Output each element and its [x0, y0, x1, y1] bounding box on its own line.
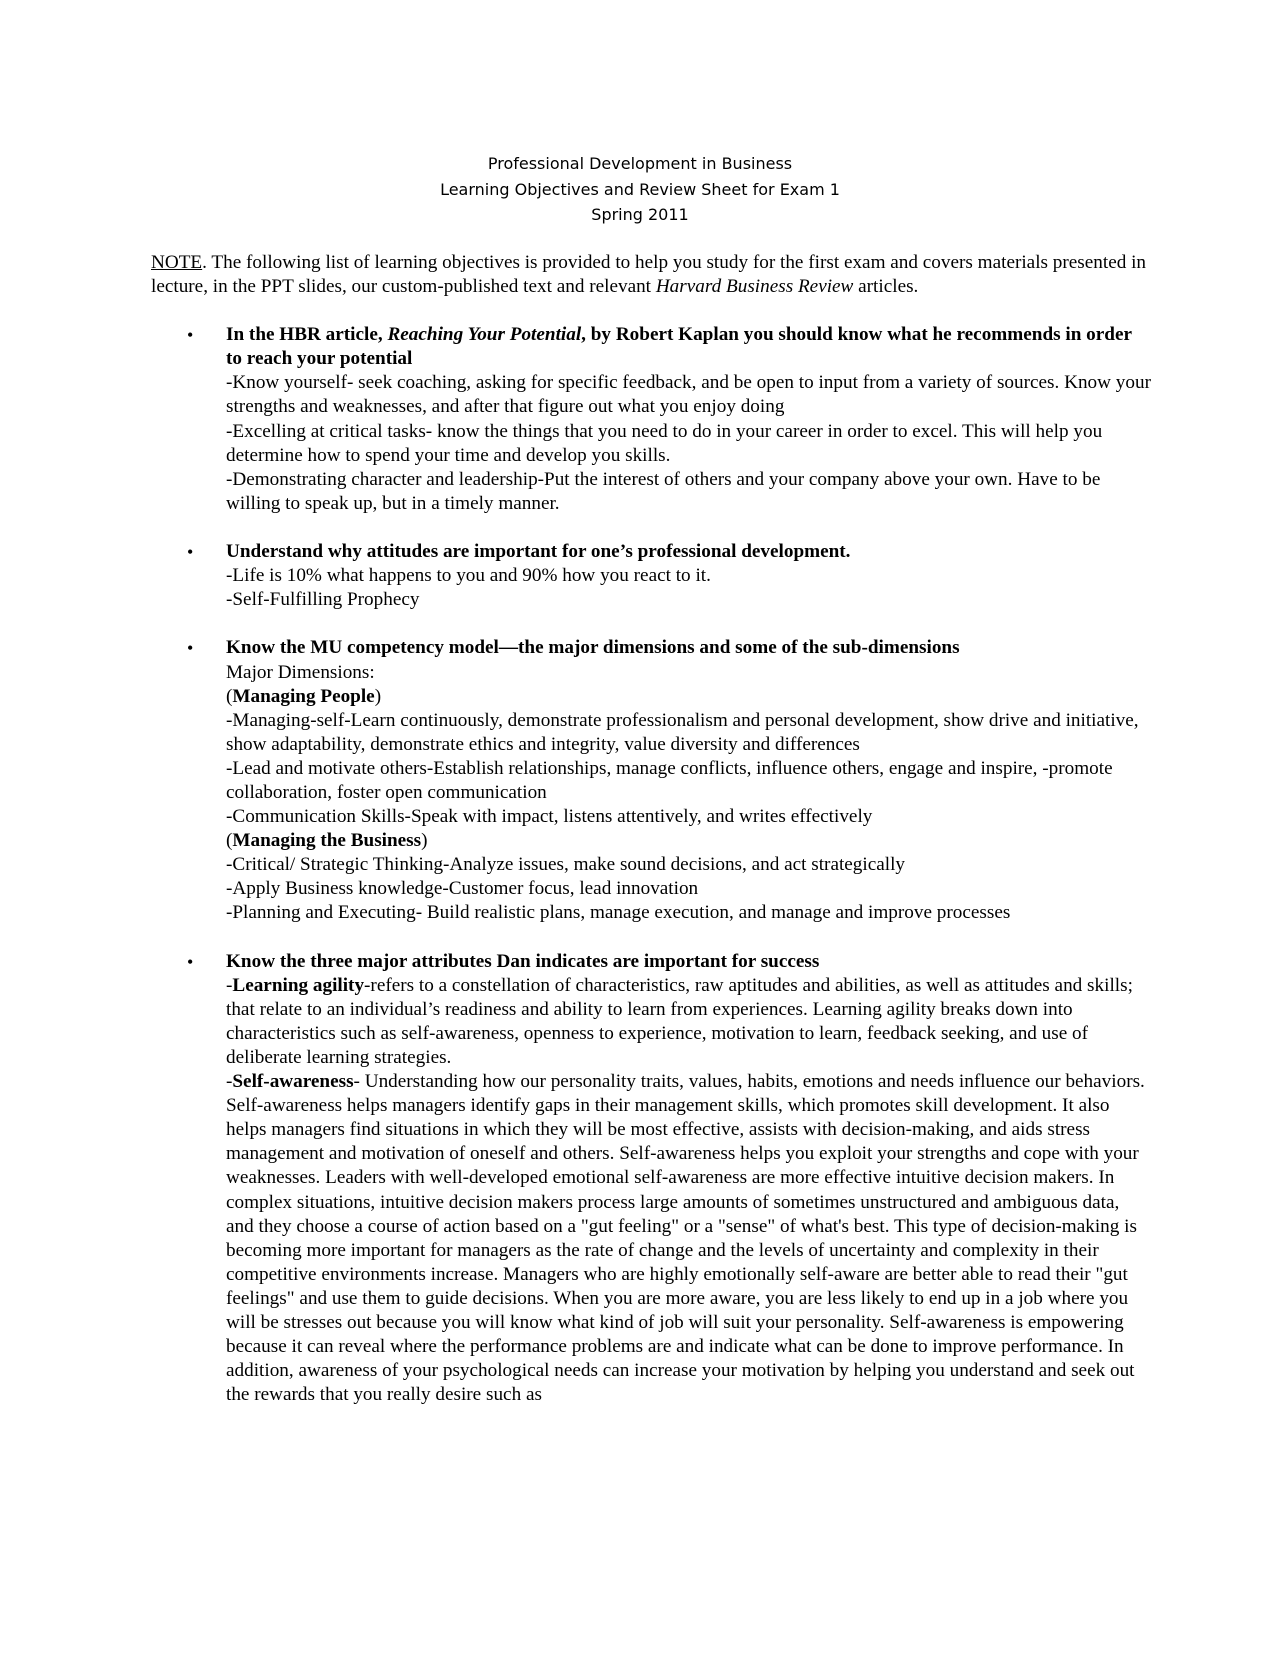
- self-awareness-label: Self-awareness: [232, 1071, 354, 1093]
- objective-item: [151, 540, 1151, 612]
- managing-business-text: Managing the Business: [232, 830, 422, 852]
- sheet-subtitle: Learning Objectives and Review Sheet for Exam 1: [440, 179, 840, 199]
- course-title: Professional Development in Business: [487, 154, 793, 173]
- objective-line: -Managing-self-Learn continuously, demonstrate professionalism and personal development, show drive and initiative, show adaptability, demonstrate ethics and integrity, value diversity and differences: [226, 709, 1139, 755]
- objective-line: -Demonstrating character and leadership-Put the interest of others and your company above your own. Have to be willing to speak up, but in a timely manner.: [226, 468, 1101, 514]
- note-text-1: . The following list of learning objectives is provided to help you study for the first exam and covers materials presented in lecture, in the PPT slides, our custom-published text and relevant: [151, 252, 1147, 298]
- objective-item: [151, 950, 1151, 1408]
- major-dimensions-label: Major Dimensions:: [226, 661, 375, 683]
- self-awareness-text: - Understanding how our personality traits, values, habits, emotions and needs influence our behaviors. Self-awareness helps managers identify gaps in their management skills, which promotes skill development. It also helps managers find situations in which they will be most effective, assists with decision-making, and aids stress management and motivation of oneself and others. Self-awareness helps you exploit your strengths and cope with your weaknesses. Leaders with well-developed emotional self-awareness are more effective intuitive decision makers. In complex situations, intuitive decision makers process large amounts of sometimes unstructured and ambiguous data, and they choose a course of action based on a "gut feeling" or a "sense" of what's best. This type of decision-making is becoming more important for managers as the rate of change and the levels of uncertainty and complexity in their competitive environments increase. Managers who are highly emotionally self-aware are better able to read their "gut feelings" and use them to guide decisions. When you are more aware, you are less likely to end up in a job where you will be stresses out because you will know what kind of job will suit your personality. Self-awareness is empowering because it can reveal where the performance problems are and indicate what can be done to improve performance. In addition, awareness of your psychological needs can increase your motivation by helping you understand and seek out the rewards that you really desire such as: [226, 1071, 1145, 1406]
- learning-agility-text: -refers to a constellation of characteristics, raw aptitudes and abilities, as well as attitudes and skills; that relate to an individual’s readiness and ability to learn from experiences. Learning agility breaks down into characteristics such as self-awareness, openness to experience, motivation to learn, feedback seeking, and use of deliberate learning strategies.: [226, 974, 1133, 1068]
- managing-people-text: Managing People: [232, 685, 375, 707]
- objective-line: -Apply Business knowledge-Customer focus, lead innovation: [226, 878, 699, 900]
- term-label: Spring 2011: [591, 205, 689, 224]
- article-title: Reaching Your Potential: [387, 324, 582, 346]
- objectives-list: [151, 323, 1151, 1407]
- managing-people-label: (Managing People): [226, 685, 382, 707]
- note-hbr-title: Harvard Business Review: [655, 276, 854, 298]
- objective-line: -Lead and motivate others-Establish relationships, manage conflicts, influence others, engage and inspire, -promote collaboration, foster open communication: [226, 757, 1113, 803]
- objective-line: -Critical/ Strategic Thinking-Analyze issues, make sound decisions, and act strategically: [226, 854, 906, 876]
- objective-line: -Planning and Executing- Build realistic plans, manage execution, and manage and improve processes: [226, 902, 1011, 924]
- objective-heading: Know the three major attributes Dan indicates are important for success: [226, 950, 820, 972]
- document-header: [0, 151, 1280, 228]
- learning-agility-paragraph: -Learning agility-refers to a constellation of characteristics, raw aptitudes and abilities, as well as attitudes and skills; that relate to an individual’s readiness and ability to learn from experiences. Learning agility breaks down into characteristics such as self-awareness, openness to experience, motivation to learn, feedback seeking, and use of deliberate learning strategies.: [226, 974, 1133, 1068]
- objective-line: -Self-Fulfilling Prophecy: [226, 589, 420, 611]
- note-paragraph: [151, 251, 1151, 299]
- objective-item: [151, 323, 1151, 516]
- objective-line: -Life is 10% what happens to you and 90% how you react to it.: [226, 565, 711, 587]
- bullet-icon: •: [187, 951, 194, 972]
- bullet-icon: •: [187, 325, 194, 346]
- objective-heading: [226, 323, 1151, 371]
- managing-business-label: (Managing the Business): [226, 830, 428, 852]
- learning-agility-label: Learning agility: [232, 974, 365, 996]
- objective-heading: Understand why attitudes are important for one’s professional development.: [226, 541, 851, 563]
- note-text-2: articles.: [853, 276, 919, 298]
- self-awareness-paragraph: -Self-awareness- Understanding how our personality traits, values, habits, emotions and needs influence our behaviors. Self-awareness helps managers identify gaps in their management skills, which promotes skill development. It also helps managers find situations in which they will be most effective, assists with decision-making, and aids stress management and motivation of oneself and others. Self-awareness helps you exploit your strengths and cope with your weaknesses. Leaders with well-developed emotional self-awareness are more effective intuitive decision makers. In complex situations, intuitive decision makers process large amounts of sometimes unstructured and ambiguous data, and they choose a course of action based on a "gut feeling" or a "sense" of what's best. This type of decision-making is becoming more important for managers as the rate of change and the levels of uncertainty and complexity in their competitive environments increase. Managers who are highly emotionally self-aware are better able to read their "gut feelings" and use them to guide decisions. When you are more aware, you are less likely to end up in a job where you will be stresses out because you will know what kind of job will suit your personality. Self-awareness is empowering because it can reveal where the performance problems are and indicate what can be done to improve performance. In addition, awareness of your psychological needs can increase your motivation by helping you understand and seek out the rewards that you really desire such as: [226, 1071, 1145, 1406]
- objective-item: [151, 636, 1151, 925]
- objective-heading: Know the MU competency model—the major dimensions and some of the sub-dimensions: [226, 637, 960, 659]
- note-label: NOTE: [151, 252, 203, 273]
- heading-text: , by Robert Kaplan you should know what he recommends in order to reach your potential: [226, 324, 1132, 370]
- objective-line: -Excelling at critical tasks- know the things that you need to do in your career in order to excel. This will help you determine how to spend your time and develop you skills.: [226, 420, 1103, 466]
- objective-line: -Know yourself- seek coaching, asking for specific feedback, and be open to input from a variety of sources. Know your strengths and weaknesses, and after that figure out what you enjoy doing: [226, 372, 1151, 418]
- bullet-icon: •: [187, 638, 194, 659]
- bullet-icon: •: [187, 542, 194, 563]
- heading-text: In the HBR article,: [226, 324, 388, 346]
- objective-line: -Communication Skills-Speak with impact, listens attentively, and writes effectively: [226, 806, 873, 828]
- document-body: [151, 251, 1151, 1432]
